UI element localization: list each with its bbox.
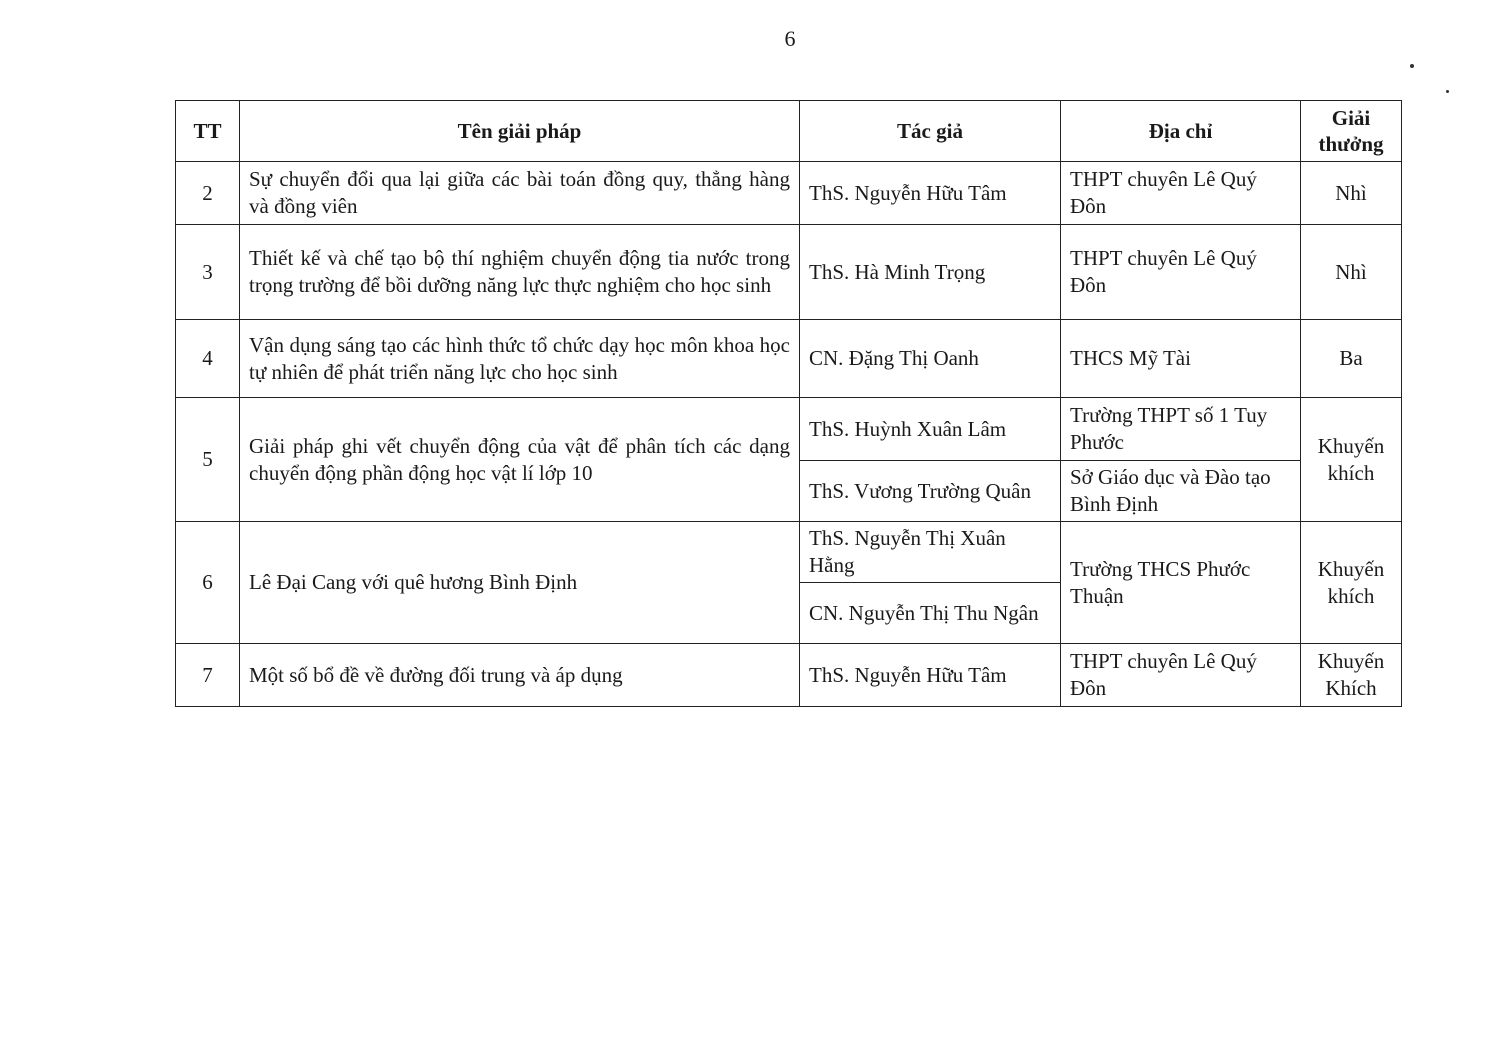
table-row (176, 225, 1402, 320)
cell-address: THPT chuyên Lê Quý Đôn (1061, 225, 1301, 320)
cell-award: Khuyến Khích (1301, 644, 1402, 707)
cell-address: Trường THPT số 1 Tuy Phước (1061, 398, 1301, 461)
cell-solution-name: Vận dụng sáng tạo các hình thức tổ chức dạy học môn khoa học tự nhiên để phát triển năng lực cho học sinh (240, 320, 800, 398)
cell-award: Khuyến khích (1301, 522, 1402, 644)
cell-solution-name: Thiết kế và chế tạo bộ thí nghiệm chuyển động tia nước trong trọng trường để bồi dưỡng năng lực thực nghiệm cho học sinh (240, 225, 800, 320)
cell-tt: 7 (176, 644, 240, 707)
cell-author: ThS. Hà Minh Trọng (800, 225, 1061, 320)
header-name: Tên giải pháp (240, 101, 800, 162)
cell-author: ThS. Nguyễn Hữu Tâm (800, 162, 1061, 225)
table-row (176, 398, 1402, 461)
cell-address: THCS Mỹ Tài (1061, 320, 1301, 398)
table-row (176, 320, 1402, 398)
cell-tt: 4 (176, 320, 240, 398)
cell-award: Khuyến khích (1301, 398, 1402, 522)
cell-award: Nhì (1301, 162, 1402, 225)
header-tt: TT (176, 101, 240, 162)
cell-author: CN. Đặng Thị Oanh (800, 320, 1061, 398)
header-award: Giải thưởng (1301, 101, 1402, 162)
cell-author: ThS. Nguyễn Thị Xuân Hằng (800, 522, 1061, 583)
cell-tt: 2 (176, 162, 240, 225)
page-number: 6 (784, 26, 796, 51)
header-author: Tác giả (800, 101, 1061, 162)
scan-speck (1446, 90, 1449, 93)
cell-author: ThS. Vương Trường Quân (800, 461, 1061, 522)
table-row (176, 644, 1402, 707)
cell-address: THPT chuyên Lê Quý Đôn (1061, 162, 1301, 225)
cell-address: THPT chuyên Lê Quý Đôn (1061, 644, 1301, 707)
awards-table (175, 100, 1402, 707)
cell-tt: 6 (176, 522, 240, 644)
scan-speck (1410, 64, 1414, 68)
cell-award: Ba (1301, 320, 1402, 398)
cell-address: Sở Giáo dục và Đào tạo Bình Định (1061, 461, 1301, 522)
cell-solution-name: Giải pháp ghi vết chuyển động của vật để phân tích các dạng chuyển động phần động học vật lí lớp 10 (240, 398, 800, 522)
cell-solution-name: Lê Đại Cang với quê hương Bình Định (240, 522, 800, 644)
table-row (176, 162, 1402, 225)
cell-address: Trường THCS Phước Thuận (1061, 522, 1301, 644)
cell-author: CN. Nguyễn Thị Thu Ngân (800, 583, 1061, 644)
cell-tt: 5 (176, 398, 240, 522)
cell-award: Nhì (1301, 225, 1402, 320)
cell-author: ThS. Huỳnh Xuân Lâm (800, 398, 1061, 461)
table-header-row (176, 101, 1402, 162)
cell-tt: 3 (176, 225, 240, 320)
cell-solution-name: Một số bổ đề về đường đối trung và áp dụng (240, 644, 800, 707)
cell-author: ThS. Nguyễn Hữu Tâm (800, 644, 1061, 707)
table-row (176, 522, 1402, 583)
header-address: Địa chỉ (1061, 101, 1301, 162)
cell-solution-name: Sự chuyển đổi qua lại giữa các bài toán đồng quy, thẳng hàng và đồng viên (240, 162, 800, 225)
